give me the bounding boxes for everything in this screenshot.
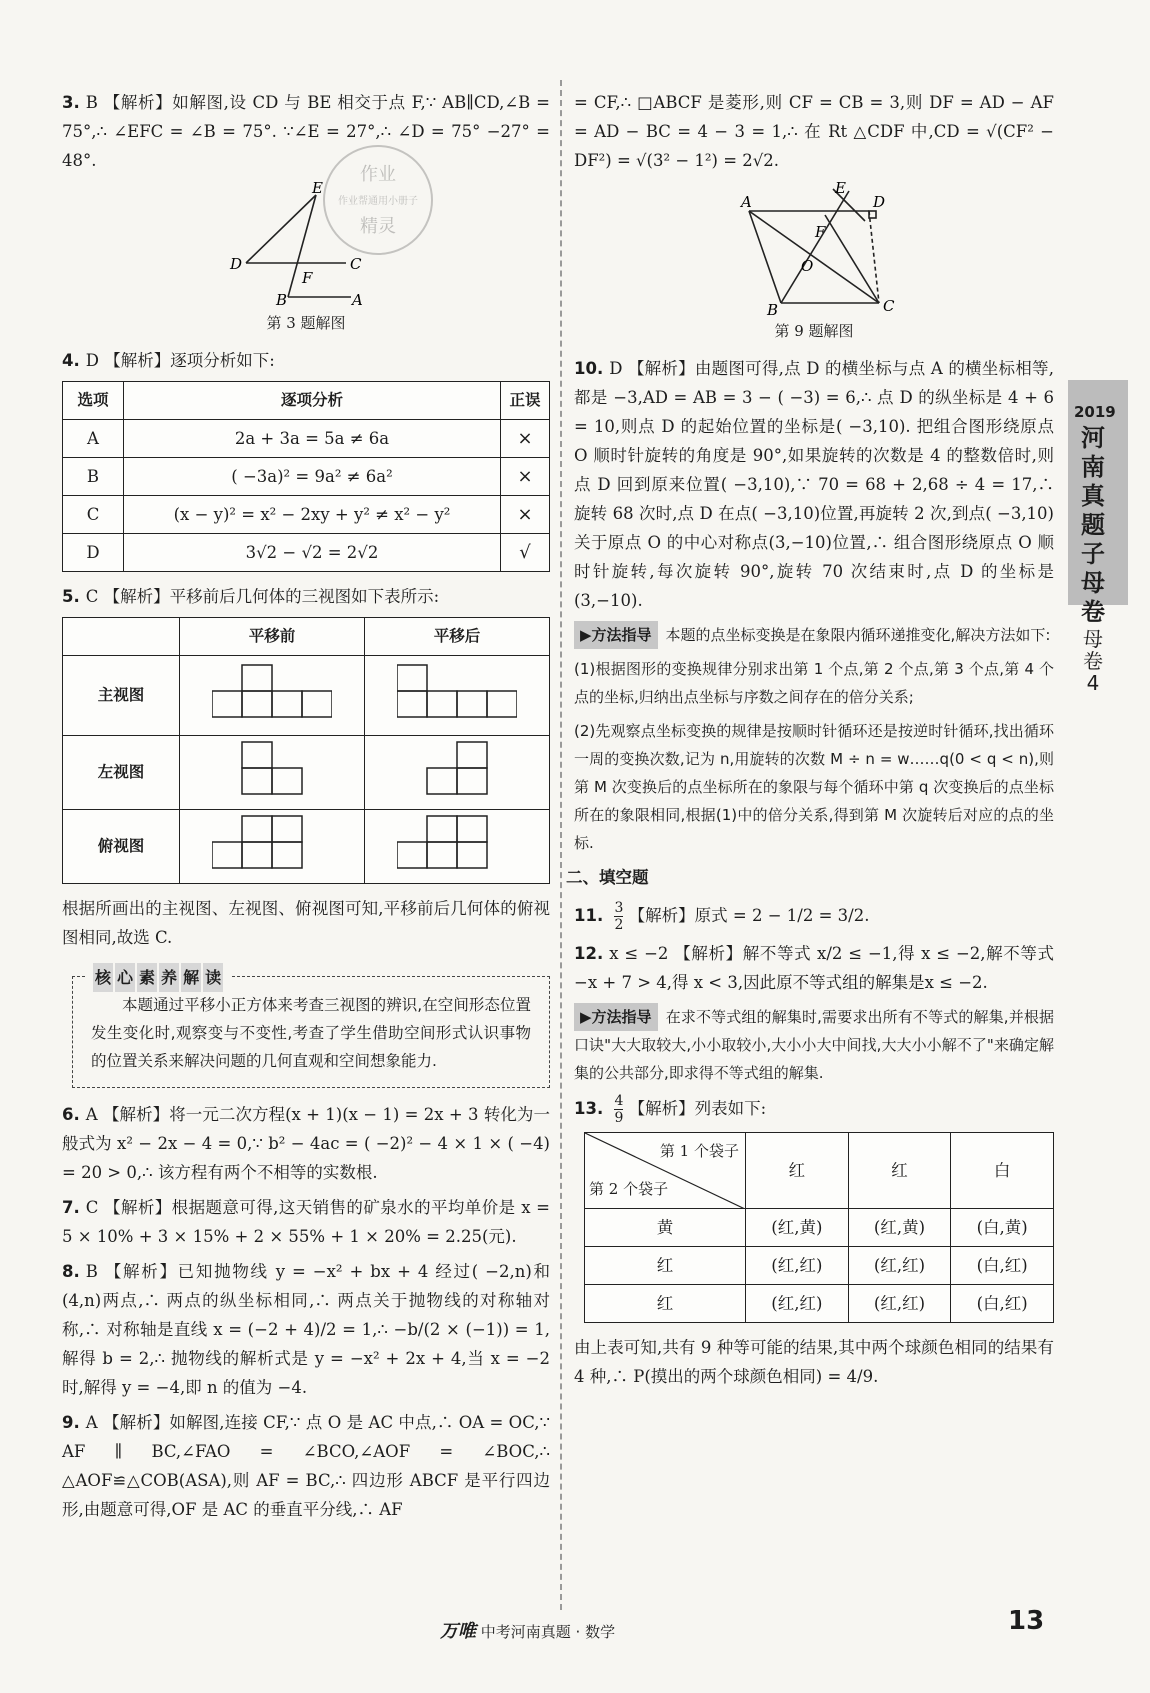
question-10: 10. D 【解析】由题图可得,点 D 的横坐标与点 A 的横坐标相等,都是 −3,AD = AB = 3 − ( −3) = 6,∴ 点 D 的纵坐标是 4 + 6 = 10,则点 D 的起始位置的坐标是( −3,10). 把组合图形绕原点 O 顺时针旋转的角度是 90°,如果旋转的次数是 4 的整数倍时,则点 D 回到原来位置( −3,10),∵ 70 = 68 + 2,68 ÷ 4 = 17,∴ 旋转 68 次时,点 D 在点( −3,10)位置,再旋转 2 次,到点( −3,10)关于原点 O 的中心对称点(3,−10)位置,∴ 组合图形绕原点 O 顺时针旋转,每次旋转 90°,旋转 70 次结束时,点 D 的坐标是(3,−10). <box>574 359 1054 610</box>
page-footer <box>440 1617 615 1647</box>
table-row <box>585 1285 1054 1323</box>
outcome-cell: (红,红) <box>746 1285 849 1323</box>
q10-method-guide: ▶方法指导 本题的点坐标变换是在象限内循环递推变化,解决方法如下: (1)根据图形的变换规律分别求出第 1 个点,第 2 个点,第 3 个点,第 4 个点的坐标,归纳出点坐标与序数之间存在的倍分关系; (2)先观察点坐标变换的规律是按顺时针循环还是按逆时针循环,找出循环一周的变换次数,记为 n,用旋转的次数 M ÷ n = w……q(0 < q < n),则第 M 次变换后的点坐标所在的象限与每个循环中第 q 次变换后的点坐标所在的象限相同,根据(1)中的倍分关系,得到第 M 次旋转后对应的点的坐标. <box>574 621 1054 857</box>
label-d: D <box>230 255 243 273</box>
label-a: A <box>741 193 752 211</box>
right-column <box>566 88 1054 1397</box>
outcome-cell: (红,黄) <box>848 1209 951 1247</box>
header-analysis: 逐项分析 <box>124 382 501 420</box>
header-blank <box>63 618 180 656</box>
left-view-after <box>365 736 550 810</box>
outcome-cell: (红,红) <box>848 1247 951 1285</box>
front-view-after-drawing <box>397 663 517 719</box>
top-view-before-drawing <box>212 814 332 870</box>
outcome-cell: (红,红) <box>746 1247 849 1285</box>
table-header-row <box>585 1133 1054 1209</box>
line-ab <box>749 211 781 303</box>
corner-cell <box>585 1133 746 1209</box>
table-row <box>585 1247 1054 1285</box>
label-f: F <box>302 269 313 287</box>
question-9-continued: = CF,∴ □ABCF 是菱形,则 CF = CB = 3,则 DF = AD − AF = AD − BC = 4 − 3 = 1,∴ 在 Rt △CDF 中,CD = √(CF² − DF²) = √(3² − 1²) = 2√2. <box>574 93 1054 170</box>
option-cell: B <box>63 458 124 496</box>
stamp-line-3: 精灵 <box>360 216 396 237</box>
question-8: 8. B 【解析】已知抛物线 y = −x² + bx + 4 经过( −2,n)和(4,n)两点,∴ 两点的纵坐标相同,∴ 两点关于抛物线的对称轴对称,∴ 对称轴是直线 x = (−2 + 4)/2 = 1,∴ −b/(2 × (−1)) = 1,解得 b = 2,∴ 抛物线的解析式是 y = −x² + 2x + 4,当 x = −2 时,解得 y = −4,即 n 的值为 −4. <box>62 1262 550 1397</box>
sidebar-volume: 母卷4 <box>1083 627 1103 695</box>
table-header-row <box>63 618 550 656</box>
method-step-1: (1)根据图形的变换规律分别求出第 1 个点,第 2 个点,第 3 个点,第 4 个点的坐标,归纳出点坐标与序数之间存在的倍分关系; <box>574 660 1054 706</box>
question-7: 7. C 【解析】根据题意可得,这天销售的矿泉水的平均单价是 x = 5 × 10% + 3 × 15% + 2 × 55% + 1 × 20% = 2.25(元). <box>62 1198 550 1246</box>
row-head: 红 <box>585 1285 746 1323</box>
q13-answer: $\frac{4}{9}$ <box>614 1093 624 1126</box>
table-row <box>63 736 550 810</box>
outcome-cell: (红,红) <box>848 1285 951 1323</box>
header-correctness: 正误 <box>501 382 550 420</box>
front-view-before <box>180 656 365 736</box>
row-head: 红 <box>585 1247 746 1285</box>
label-a: A <box>352 291 363 309</box>
left-view-after-drawing <box>412 740 502 796</box>
core-literacy-text: 本题通过平移小正方体来考查三视图的辨识,在空间形态位置发生变化时,观察变与不变性,考查了学生借助空间形式认识事物的位置关系来解决问题的几何直观和空间想象能力. <box>91 996 531 1070</box>
header-option: 选项 <box>63 382 124 420</box>
stamp-watermark <box>318 140 438 260</box>
outcome-cell: (白,黄) <box>951 1209 1054 1247</box>
q11-answer: $\frac{3}{2}$ <box>614 900 624 933</box>
q4-analysis-table <box>62 381 550 572</box>
label-e: E <box>835 181 846 197</box>
front-view-after <box>365 656 550 736</box>
label-c: C <box>883 297 895 315</box>
label-f: F <box>815 223 826 241</box>
row-head: 黄 <box>585 1209 746 1247</box>
label-b: B <box>276 291 288 309</box>
col-head-red: 红 <box>848 1133 951 1209</box>
table-row <box>63 420 550 458</box>
question-11: 11. $\frac{3}{2}$ 【解析】原式 = 2 − 1/2 = 3/2. <box>574 900 870 933</box>
wrong-mark: × <box>501 458 550 496</box>
top-view-before <box>180 810 365 884</box>
line-ed <box>246 195 316 263</box>
wrong-mark: × <box>501 496 550 534</box>
method-guide-tag: ▶方法指导 <box>574 1003 658 1031</box>
q13-outcome-table <box>584 1132 1054 1323</box>
stamp-line-1: 作业 <box>360 164 396 185</box>
left-view-before-drawing <box>227 740 317 796</box>
table-header-row <box>63 382 550 420</box>
question-6: 6. A 【解析】将一元二次方程(x + 1)(x − 1) = 2x + 3 转化为一般式为 x² − 2x − 4 = 0,∵ b² − 4ac = ( −2)² − 4 × 1 × ( −4) = 20 > 0,∴ 该方程有两个不相等的实数根. <box>62 1105 550 1182</box>
sidebar-series-title: 河南真题子母卷 <box>1081 424 1105 626</box>
method-step-2: (2)先观察点坐标变换的规律是按顺时针循环还是按逆时针循环,找出循环一周的变换次数,记为 n,用旋转的次数 M ÷ n = w……q(0 < q < n),则第 M 次变换后的点坐标所在的象限与每个循环中第 q 次变换后的点坐标所在的象限相同,根据(1)中的倍分关系,得到第 M 次旋转后对应的点的坐标. <box>574 722 1054 852</box>
analysis-cell: 3√2 − √2 = 2√2 <box>124 534 501 572</box>
question-5: 5. C 【解析】平移前后几何体的三视图如下表所示: <box>62 587 440 606</box>
outcome-cell: (红,黄) <box>746 1209 849 1247</box>
line-ac <box>749 211 879 303</box>
front-view-before-drawing <box>212 663 332 719</box>
analysis-cell: (x − y)² = x² − 2xy + y² ≠ x² − y² <box>124 496 501 534</box>
footer-text: 中考河南真题 · 数学 <box>480 1623 616 1641</box>
question-4: 4. D 【解析】逐项分析如下: <box>62 351 275 370</box>
table-row <box>63 656 550 736</box>
question-13: 13. $\frac{4}{9}$ 【解析】列表如下: <box>574 1093 767 1126</box>
question-9: 9. A 【解析】如解图,连接 CF,∵ 点 O 是 AC 中点,∴ OA = OC,∵ AF ∥ BC,∠FAO = ∠BCO,∠AOF = ∠BOC,∴ △AOF≌△COB(ASA),则 AF = BC,∴ 四边形 ABCF 是平行四边形,由题意可得,OF 是 AC 的垂直平分线,∴ AF <box>62 1413 550 1519</box>
analysis-cell: ( −3a)² = 9a² ≠ 6a² <box>124 458 501 496</box>
corner-bottom-label: 第 2 个袋子 <box>589 1180 669 1198</box>
left-column <box>62 88 550 1530</box>
column-divider <box>560 80 562 1610</box>
question-12: 12. x ≤ −2 【解析】解不等式 x/2 ≤ −1,得 x ≤ −2,解不等式 −x + 7 > 4,得 x < 3,因此原不等式组的解集是x ≤ −2. <box>574 944 1054 992</box>
top-view-after-drawing <box>397 814 517 870</box>
label-d: D <box>873 193 886 211</box>
q5-views-table <box>62 617 550 884</box>
core-literacy-box <box>72 968 550 1088</box>
outcome-cell: (白,红) <box>951 1247 1054 1285</box>
top-view-after <box>365 810 550 884</box>
table-row <box>585 1209 1054 1247</box>
row-front-view: 主视图 <box>63 656 180 736</box>
footer-brand: 万唯 <box>440 1621 476 1642</box>
option-cell: D <box>63 534 124 572</box>
label-e: E <box>312 181 323 197</box>
row-left-view: 左视图 <box>63 736 180 810</box>
header-after: 平移后 <box>365 618 550 656</box>
table-row <box>63 496 550 534</box>
figure-q9-caption: 第 9 题解图 <box>774 322 854 340</box>
outcome-cell: (白,红) <box>951 1285 1054 1323</box>
q12-method-guide: ▶方法指导 在求不等式组的解集时,需要求出所有不等式的解集,并根据口诀"大大取较大,小小取较小,大小小大中间找,大大小小解不了"来确定解集的公共部分,即求得不等式组的解集. <box>574 1003 1054 1087</box>
table-row <box>63 810 550 884</box>
question-3: 3. B 【解析】如解图,设 CD 与 BE 相交于点 F,∵ AB∥CD,∠B = 75°,∴ ∠EFC = ∠B = 75°. ∵∠E = 27°,∴ ∠D = 75° −27° = 48°. <box>62 93 550 170</box>
option-cell: A <box>63 420 124 458</box>
line-be <box>781 191 849 303</box>
label-c: C <box>350 255 362 273</box>
corner-top-label: 第 1 个袋子 <box>659 1142 739 1160</box>
section-fill-in: 二、填空题 <box>566 868 649 887</box>
figure-q3-caption: 第 3 题解图 <box>266 314 346 332</box>
analysis-cell: 2a + 3a = 5a ≠ 6a <box>124 420 501 458</box>
label-b: B <box>767 301 779 317</box>
left-view-before <box>180 736 365 810</box>
method-guide-tag: ▶方法指导 <box>574 621 658 649</box>
col-head-red: 红 <box>746 1133 849 1209</box>
table-row <box>63 534 550 572</box>
option-cell: C <box>63 496 124 534</box>
table-row <box>63 458 550 496</box>
figure-q9-diagram <box>729 181 899 317</box>
col-head-white: 白 <box>951 1133 1054 1209</box>
page-number: 13 <box>1008 1606 1045 1636</box>
q13-conclusion: 由上表可知,共有 9 种等可能的结果,其中两个球颜色相同的结果有 4 种,∴ P(摸出的两个球颜色相同) = 4/9. <box>574 1338 1054 1386</box>
label-o: O <box>801 257 814 275</box>
row-top-view: 俯视图 <box>63 810 180 884</box>
header-before: 平移前 <box>180 618 365 656</box>
check-mark: √ <box>501 534 550 572</box>
wrong-mark: × <box>501 420 550 458</box>
stamp-line-2: 作业帮通用小册子 <box>338 196 418 207</box>
figure-q9 <box>574 181 1054 346</box>
figure-q3 <box>62 181 550 338</box>
sidebar-year: 2019 <box>1074 403 1116 421</box>
core-literacy-title: 核 心 素 养 解 读 <box>87 963 231 992</box>
q5-conclusion: 根据所画出的主视图、左视图、俯视图可知,平移前后几何体的俯视图相同,故选 C. <box>62 899 550 947</box>
